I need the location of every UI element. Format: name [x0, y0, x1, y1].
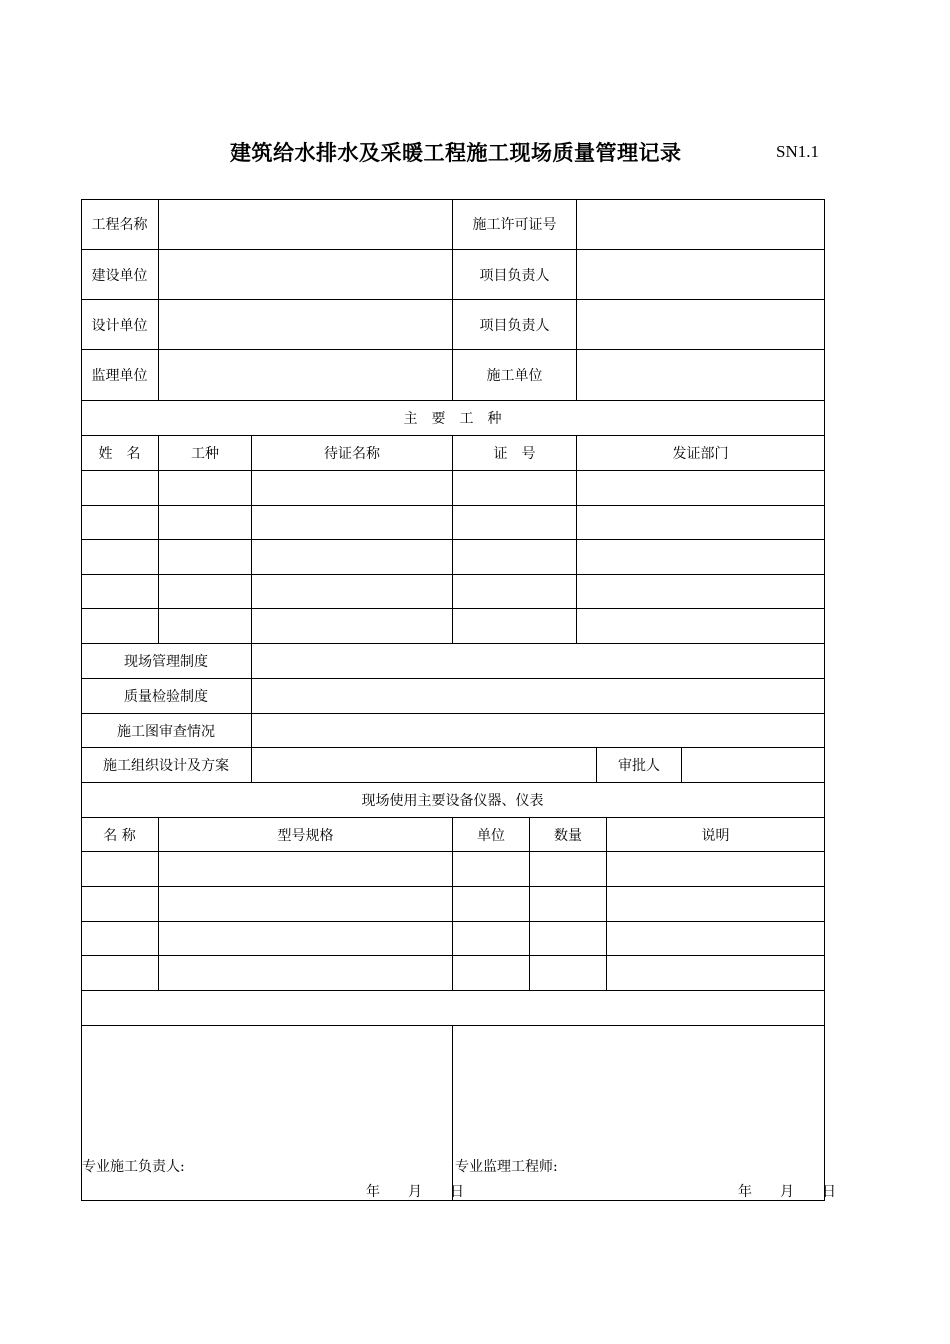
equipment-cell[interactable]	[607, 956, 825, 991]
trades-cell[interactable]	[252, 575, 453, 610]
supervisor-signature-label: 专业监理工程师:	[455, 1159, 558, 1175]
equipment-cell[interactable]	[453, 852, 530, 887]
trades-cell[interactable]	[577, 540, 825, 575]
equipment-cell[interactable]	[607, 852, 825, 887]
equipment-col-unit: 单位	[453, 818, 530, 852]
approver-label: 审批人	[597, 748, 682, 783]
permit-no-label: 施工许可证号	[453, 199, 577, 250]
supervisor-label: 监理单位	[81, 350, 159, 401]
equipment-cell[interactable]	[453, 922, 530, 957]
drawing-review-label: 施工图审查情况	[81, 714, 252, 748]
trades-cell[interactable]	[252, 609, 453, 644]
builder-lead-label: 项目负责人	[453, 250, 577, 300]
trades-col-cert-name: 待证名称	[252, 436, 453, 471]
quality-system-label: 质量检验制度	[81, 679, 252, 714]
drawing-review-field[interactable]	[252, 714, 825, 748]
builder-lead-field[interactable]	[577, 250, 825, 300]
trades-cell[interactable]	[159, 540, 252, 575]
trades-cell[interactable]	[81, 609, 159, 644]
site-system-field[interactable]	[252, 644, 825, 679]
trades-cell[interactable]	[453, 609, 577, 644]
equipment-cell[interactable]	[530, 852, 607, 887]
quality-system-field[interactable]	[252, 679, 825, 714]
equipment-section-title: 现场使用主要设备仪器、仪表	[81, 783, 825, 818]
document-title: 建筑给水排水及采暖工程施工现场质量管理记录	[230, 140, 682, 165]
trades-section-title: 主 要 工 种	[81, 401, 825, 436]
trades-cell[interactable]	[453, 540, 577, 575]
trades-col-trade: 工种	[159, 436, 252, 471]
trades-cell[interactable]	[252, 471, 453, 506]
blank-row[interactable]	[81, 991, 825, 1026]
trades-cell[interactable]	[577, 471, 825, 506]
trades-cell[interactable]	[453, 471, 577, 506]
permit-no-field[interactable]	[577, 199, 825, 250]
equipment-cell[interactable]	[453, 887, 530, 922]
equipment-cell[interactable]	[530, 922, 607, 957]
approver-field[interactable]	[682, 748, 825, 783]
builder-field[interactable]	[159, 250, 453, 300]
trades-cell[interactable]	[159, 575, 252, 610]
equipment-cell[interactable]	[607, 922, 825, 957]
equipment-col-qty: 数量	[530, 818, 607, 852]
trades-cell[interactable]	[159, 609, 252, 644]
equipment-col-name: 名 称	[81, 818, 159, 852]
equipment-cell[interactable]	[81, 922, 159, 957]
trades-cell[interactable]	[252, 506, 453, 541]
equipment-cell[interactable]	[453, 956, 530, 991]
trades-cell[interactable]	[453, 575, 577, 610]
designer-lead-field[interactable]	[577, 300, 825, 350]
equipment-col-note: 说明	[607, 818, 825, 852]
trades-cell[interactable]	[81, 471, 159, 506]
trades-col-issuer: 发证部门	[577, 436, 825, 471]
equipment-cell[interactable]	[159, 887, 453, 922]
project-name-label: 工程名称	[81, 199, 159, 250]
equipment-cell[interactable]	[159, 852, 453, 887]
supervisor-field[interactable]	[159, 350, 453, 401]
designer-lead-label: 项目负责人	[453, 300, 577, 350]
trades-cell[interactable]	[577, 575, 825, 610]
trades-cell[interactable]	[577, 609, 825, 644]
equipment-cell[interactable]	[530, 956, 607, 991]
equipment-cell[interactable]	[530, 887, 607, 922]
builder-label: 建设单位	[81, 250, 159, 300]
supervisor-signature-date: 年 月 日	[738, 1184, 836, 1200]
project-name-field[interactable]	[159, 199, 453, 250]
equipment-cell[interactable]	[607, 887, 825, 922]
contractor-label: 施工单位	[453, 350, 577, 401]
org-design-field[interactable]	[252, 748, 597, 783]
trades-cell[interactable]	[159, 506, 252, 541]
trades-cell[interactable]	[159, 471, 252, 506]
equipment-cell[interactable]	[159, 922, 453, 957]
equipment-cell[interactable]	[81, 887, 159, 922]
trades-col-cert-no: 证 号	[453, 436, 577, 471]
designer-label: 设计单位	[81, 300, 159, 350]
org-design-label: 施工组织设计及方案	[81, 748, 252, 783]
trades-cell[interactable]	[577, 506, 825, 541]
trades-cell[interactable]	[453, 506, 577, 541]
quality-record-form	[81, 199, 825, 1201]
equipment-cell[interactable]	[81, 956, 159, 991]
site-system-label: 现场管理制度	[81, 644, 252, 679]
trades-cell[interactable]	[81, 575, 159, 610]
contractor-field[interactable]	[577, 350, 825, 401]
trades-cell[interactable]	[81, 540, 159, 575]
contractor-signature-label: 专业施工负责人:	[82, 1159, 185, 1175]
designer-field[interactable]	[159, 300, 453, 350]
form-code: SN1.1	[776, 142, 819, 161]
trades-col-name: 姓 名	[81, 436, 159, 471]
equipment-cell[interactable]	[81, 852, 159, 887]
equipment-col-model: 型号规格	[159, 818, 453, 852]
contractor-signature-date: 年 月 日	[366, 1184, 464, 1200]
trades-cell[interactable]	[252, 540, 453, 575]
equipment-cell[interactable]	[159, 956, 453, 991]
trades-cell[interactable]	[81, 506, 159, 541]
